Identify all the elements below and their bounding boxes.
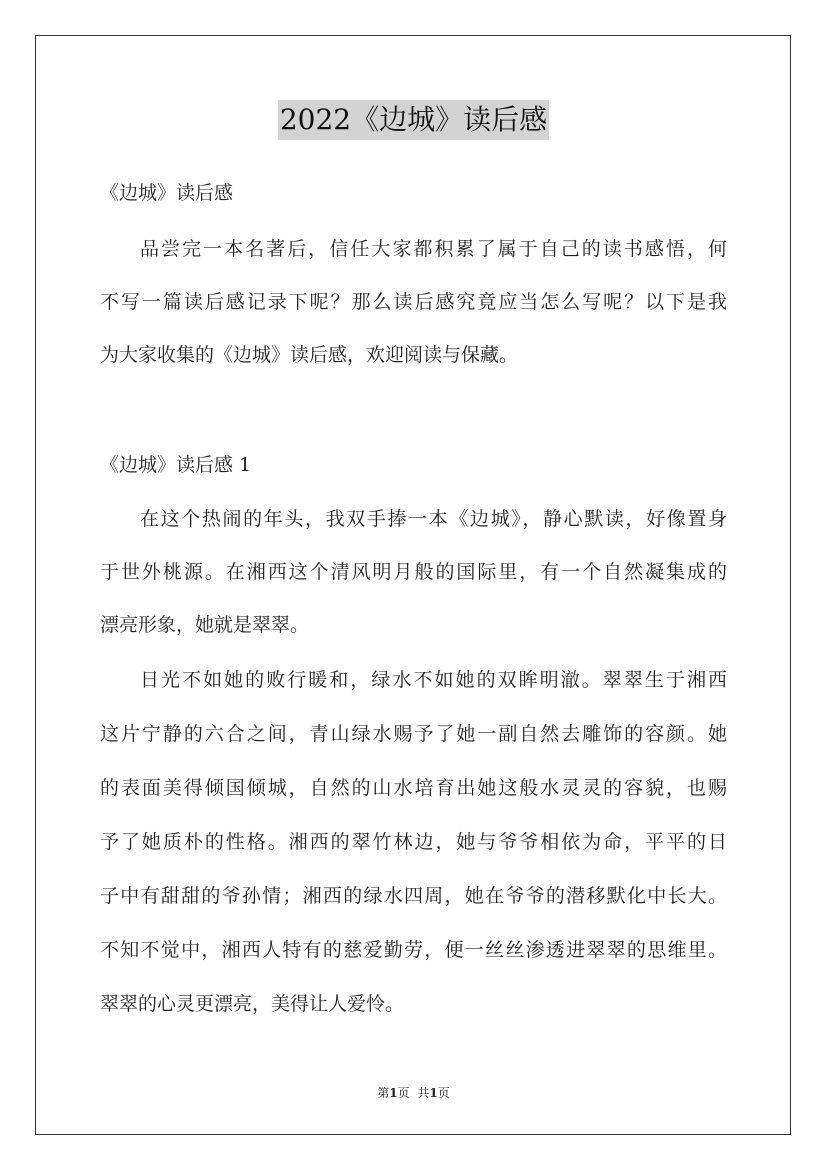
section-heading: 《边城》读后感 1	[100, 454, 252, 476]
page-footer	[0, 1084, 827, 1101]
page-prefix: 第	[377, 1086, 390, 1100]
paragraph-line: 这片宁静的六合之间，青山绿水赐予了她一副自然去雕饰的容颜。她	[100, 723, 727, 745]
paragraph-line: 漂亮形象，她就是翠翠。	[100, 614, 310, 636]
section-heading: 《边城》读后感	[100, 182, 234, 204]
page-suffix: 页	[397, 1086, 410, 1100]
title-container	[0, 100, 827, 140]
intro-line: 品尝完一本名著后，信任大家都积累了属于自己的读书感悟，何	[140, 238, 727, 260]
total-prefix: 共	[417, 1086, 430, 1100]
intro-line: 不写一篇读后感记录下呢？那么读后感究竟应当怎么写呢？以下是我	[100, 291, 727, 313]
intro-line: 为大家收集的《边城》读后感，欢迎阅读与保藏。	[100, 344, 519, 366]
total-suffix: 页	[437, 1086, 450, 1100]
paragraph-line: 的表面美得倾国倾城，自然的山水培育出她这般水灵灵的容貌，也赐	[100, 777, 727, 799]
paragraph-line: 日光不如她的败行暖和，绿水不如她的双眸明澈。翠翠生于湘西	[140, 669, 727, 691]
paragraph-line: 翠翠的心灵更漂亮，美得让人爱怜。	[100, 993, 405, 1015]
paragraph-line: 予了她质朴的性格。湘西的翠竹林边，她与爷爷相依为命，平平的日	[100, 831, 727, 853]
page-number: 1	[389, 1086, 398, 1100]
paragraph-line: 在这个热闹的年头，我双手捧一本《边城》，静心默读，好像置身	[140, 508, 727, 530]
total-pages: 1	[429, 1086, 438, 1100]
paragraph-line: 不知不觉中，湘西人特有的慈爱勤劳，便一丝丝渗透进翠翠的思维里。	[100, 939, 727, 961]
document-title: 2022《边城》读后感	[278, 100, 549, 140]
paragraph-line: 子中有甜甜的爷孙情；湘西的绿水四周，她在爷爷的潜移默化中长大。	[100, 885, 727, 907]
paragraph-line: 于世外桃源。在湘西这个清风明月般的国际里，有一个自然凝集成的	[100, 561, 727, 583]
